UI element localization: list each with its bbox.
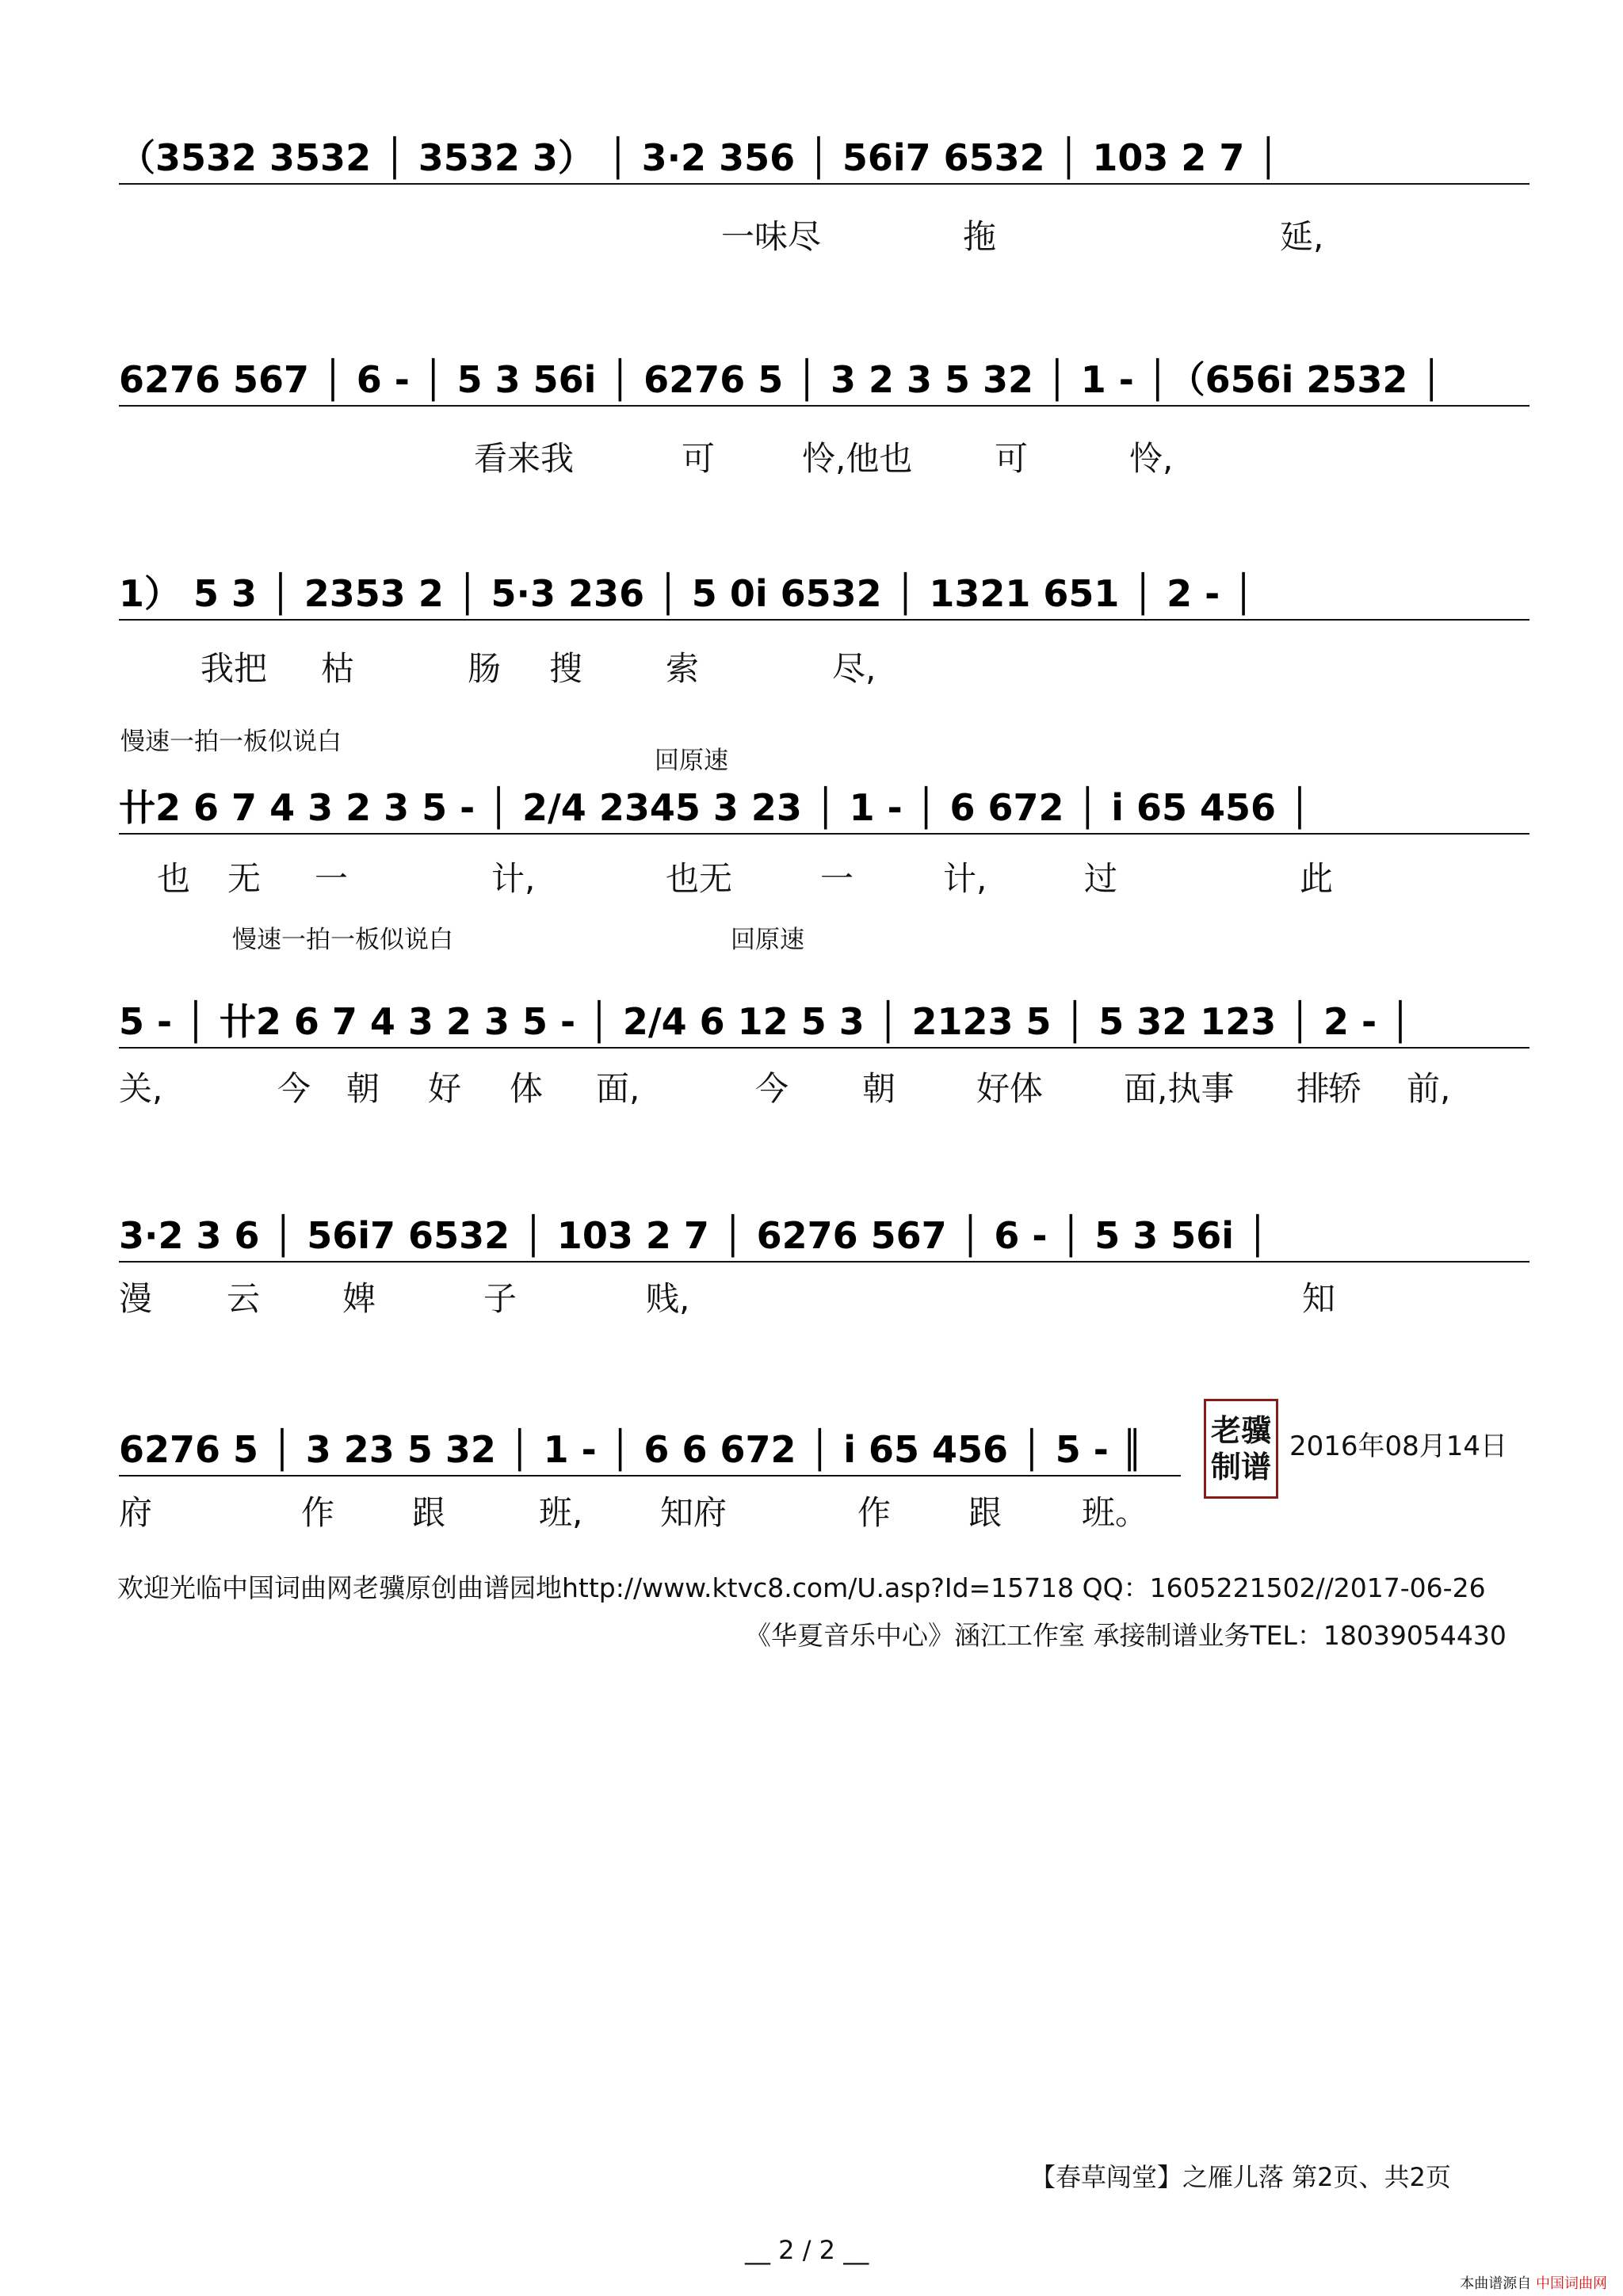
lyric-1: 也: [157, 859, 191, 898]
lyric-1: 一味尽: [721, 217, 822, 256]
lyric-2: 今: [277, 1069, 311, 1108]
lyric-3: 一: [315, 859, 349, 898]
notation-line: [0, 111, 1623, 230]
lyric-5: 也无: [666, 859, 733, 898]
lyric-7: 跟: [968, 1493, 1002, 1532]
lyric-6: 面,: [596, 1069, 640, 1108]
lyric-3: 婢: [342, 1279, 376, 1318]
score-system-7: [0, 1403, 1623, 1561]
notation-line: [0, 975, 1623, 1094]
lyric-7: 计,: [943, 859, 987, 898]
notation-text: （3532 3532 │ 3532 3） │ 3·2 356 │ 56i7 6532 │ 103 2 7 │: [119, 136, 1280, 179]
lyric-5: 体: [510, 1069, 544, 1108]
footer-line-2: 《华夏音乐中心》涵江工作室 承接制谱业务TEL：18039054430: [745, 1620, 1507, 1651]
notation-text: 5 - │ 卄2 6 7 4 3 2 3 5 - │ 2/4 6 12 5 3 │ 2123 5 │ 5 32 123 │ 2 - │: [119, 1000, 1411, 1043]
date: 2016年08月14日: [1289, 1431, 1508, 1462]
lyric-4: 子: [483, 1279, 517, 1318]
tempo-marking: 慢速一拍一板似说白: [232, 926, 453, 954]
lyric-1: 关,: [119, 1069, 163, 1108]
source-left: 本曲谱源自: [1460, 2275, 1532, 2292]
lyric-2: 可: [682, 439, 716, 478]
lyric-5: 索: [666, 649, 700, 688]
score-system-4: [0, 728, 1623, 919]
score-system-6: [0, 1189, 1623, 1347]
stamp-line-2: 制谱: [1210, 1450, 1271, 1484]
lyric-12: 轿: [1328, 1069, 1362, 1108]
lyric-6: 尽,: [832, 649, 876, 688]
lyric-5: 知府: [660, 1493, 727, 1532]
lyric-1: 漫: [119, 1279, 153, 1318]
lyric-6: 一: [820, 859, 854, 898]
tempo-marking: 慢速一拍一板似说白: [120, 728, 342, 756]
composer-stamp: [1204, 1399, 1278, 1499]
score-system-3: [0, 547, 1623, 705]
lyric-8: 朝: [862, 1069, 896, 1108]
notation-text: 卄2 6 7 4 3 2 3 5 - │ 2/4 2345 3 23 │ 1 - │ 6 672 │ i 65 456 │: [119, 786, 1311, 829]
page-number: __ 2 / 2 __: [745, 2235, 869, 2265]
lyric-8: 班。: [1082, 1493, 1149, 1532]
lyric-5: 贱,: [646, 1279, 690, 1318]
page-title-footer: 【春草闯堂】之雁儿落 第2页、共2页: [1030, 2162, 1451, 2192]
lyric-4: 计,: [491, 859, 536, 898]
stamp-line-1: 老骥: [1210, 1413, 1271, 1448]
notation-text: 6276 5 │ 3 23 5 32 │ 1 - │ 6 6 672 │ i 65 456 │ 5 - ║: [119, 1428, 1144, 1471]
lyric-7: 今: [755, 1069, 789, 1108]
notation-line: [0, 333, 1623, 452]
lyric-4: 班,: [539, 1493, 583, 1532]
lyric-2: 枯: [321, 649, 355, 688]
score-system-5: [0, 926, 1623, 1133]
lyric-3: 怜,他也: [802, 439, 913, 478]
lyric-13: 前,: [1407, 1069, 1451, 1108]
tempo-marking: 回原速: [731, 926, 804, 954]
lyric-6: 作: [857, 1493, 892, 1532]
lyric-3: 肠: [468, 649, 502, 688]
footer-line-1: 欢迎光临中国词曲网老骥原创曲谱园地http://www.ktvc8.com/U.asp?Id=15718 QQ：1605221502//2017-06-26: [117, 1572, 1486, 1603]
score-system-2: [0, 333, 1623, 491]
lyric-3: 延,: [1280, 217, 1324, 256]
source-right: 中国词曲网: [1536, 2275, 1607, 2292]
score-system-1: [0, 111, 1623, 269]
notation-text: 3·2 3 6 │ 56i7 6532 │ 103 2 7 │ 6276 567 │ 6 - │ 5 3 56i │: [119, 1214, 1269, 1257]
lyric-2: 拖: [963, 217, 997, 256]
lyric-4: 好: [428, 1069, 462, 1108]
lyric-5: 怜,: [1129, 439, 1174, 478]
lyric-2: 无: [227, 859, 262, 898]
lyric-1: 看来我: [474, 439, 575, 478]
tempo-marking: 回原速: [655, 747, 728, 775]
notation-text: 6276 567 │ 6 - │ 5 3 56i │ 6276 5 │ 3 2 3 5 32 │ 1 - │（656i 2532 │: [119, 358, 1443, 401]
lyric-9: 此: [1300, 859, 1334, 898]
lyric-6: 知: [1302, 1279, 1336, 1318]
lyric-1: 府: [119, 1493, 153, 1532]
notation-text: 1） 5 3 │ 2353 2 │ 5·3 236 │ 5 0i 6532 │ 1321 651 │ 2 - │: [119, 572, 1254, 615]
lyric-4: 搜: [549, 649, 583, 688]
lyric-2: 云: [227, 1279, 261, 1318]
lyric-1: 我把: [200, 649, 268, 688]
lyric-8: 过: [1084, 859, 1118, 898]
notation-line: [0, 1403, 1623, 1522]
lyric-3: 朝: [346, 1069, 380, 1108]
notation-line: [0, 547, 1623, 666]
lyric-4: 可: [995, 439, 1029, 478]
lyric-9: 好体: [976, 1069, 1044, 1108]
lyric-10: 面,执事: [1124, 1069, 1235, 1108]
source-credit: [1460, 2272, 1607, 2293]
lyric-2: 作: [301, 1493, 335, 1532]
lyric-11: 排: [1296, 1069, 1331, 1108]
lyric-3: 跟: [412, 1493, 446, 1532]
